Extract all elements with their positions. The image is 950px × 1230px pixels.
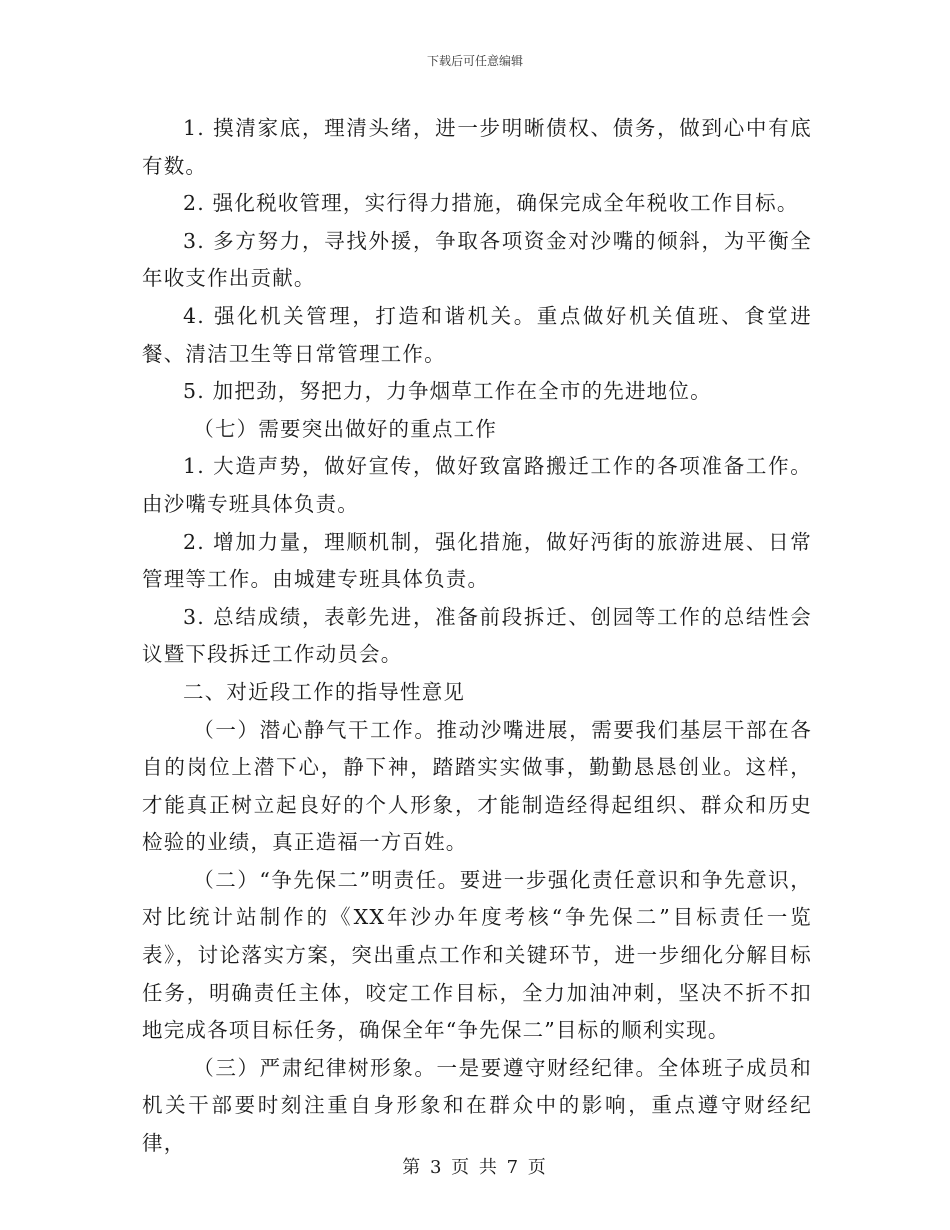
- paragraph-item-2: 2. 强化税收管理，实行得力措施，确保完成全年税收工作目标。: [183, 191, 799, 216]
- paragraph-guidance-3: （三）严肃纪律树形象。一是要遵守财经纪律。全体班子成员和机关干部要时刻注重自身形象和在群众中的影响，重点遵守财经纪律，: [142, 1055, 812, 1156]
- paragraph-item-3: 3. 多方努力，寻找外援，争取各项资金对沙嘴的倾斜，为平衡全年收支作出贡献。: [142, 228, 812, 291]
- paragraph-item-1: 1. 摸清家底，理清头绪，进一步明晰债权、债务，做到心中有底有数。: [142, 116, 812, 178]
- paragraph-item-4: 4. 强化机关管理，打造和谐机关。重点做好机关值班、食堂进餐、清洁卫生等日常管理工作。: [142, 303, 812, 366]
- paragraph-key-work-2: 2. 增加力量，理顺机制，强化措施，做好沔街的旅游进展、日常管理等工作。由城建专班具体负责。: [142, 529, 812, 592]
- paragraph-guidance-2: （二）“争先保二”明责任。要进一步强化责任意识和争先意识，对比统计站制作的《XX年沙办年度考核“争先保二”目标责任一览表》，讨论落实方案，突出重点工作和关键环节，进一步细化分解目标任务，明确责任主体，咬定工作目标，全力加油冲刺，坚决不折不扣地完成各项目标任务，确保全年“争先保二”目标的顺利实现。: [142, 867, 812, 1043]
- section-heading-7: （七）需要突出做好的重点工作: [193, 416, 498, 441]
- paragraph-key-work-1: 1. 大造声势，做好宣传，做好致富路搬迁工作的各项准备工作。由沙嘴专班具体负责。: [142, 454, 812, 516]
- paragraph-guidance-1: （一）潜心静气干工作。推动沙嘴进展，需要我们基层干部在各自的岗位上潜下心，静下神，踏踏实实做事，勤勤恳恳创业。这样，才能真正树立起良好的个人形象，才能制造经得起组织、群众和历史检验的业绩，真正造福一方百姓。: [142, 717, 812, 855]
- section-heading-2: 二、对近段工作的指导性意见: [183, 679, 466, 704]
- paragraph-key-work-3: 3. 总结成绩，表彰先进，准备前段拆迁、创园等工作的总结性会议暨下段拆迁工作动员会。: [142, 604, 812, 667]
- page-number: 第 3 页 共 7 页: [402, 1157, 548, 1178]
- page-header: 下载后可任意编辑: [426, 54, 523, 68]
- document-body: [142, 110, 812, 1163]
- paragraph-item-5: 5. 加把劲，努把力，力争烟草工作在全市的先进地位。: [183, 379, 712, 404]
